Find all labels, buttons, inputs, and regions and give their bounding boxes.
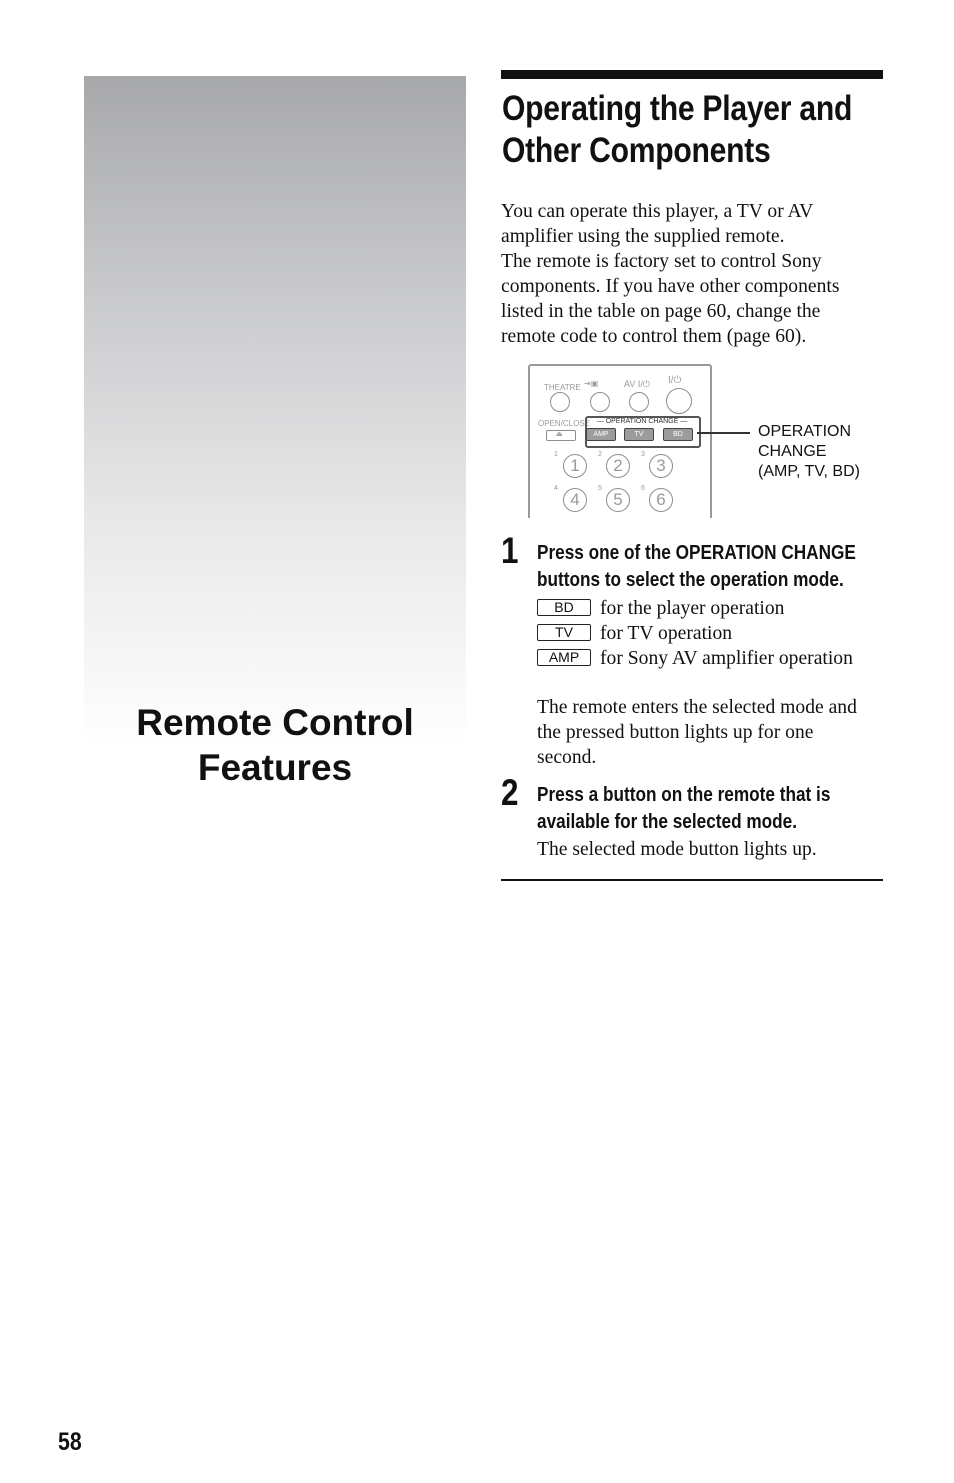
- mode-description: for Sony AV amplifier operation: [600, 648, 853, 669]
- eject-button: [546, 430, 576, 441]
- page-heading-line1: Operating the Player and: [502, 89, 853, 128]
- section-title-line1: Remote Control: [136, 702, 414, 743]
- side-gradient-panel: [84, 76, 466, 746]
- operation-change-title: — OPERATION CHANGE —: [596, 418, 688, 425]
- intro-line: You can operate this player, a TV or AV: [501, 201, 814, 222]
- step-1-number: 1: [501, 530, 519, 571]
- bd-button: BD: [663, 428, 693, 441]
- small-number: 1: [554, 451, 558, 458]
- step-2-title-line1: Press a button on the remote that is: [537, 784, 831, 806]
- av-power-label: AV I/⏻: [624, 379, 650, 389]
- operation-change-callout: [758, 422, 860, 482]
- step-1-note: [537, 695, 907, 770]
- intro-line: listed in the table on page 60, change the: [501, 301, 821, 322]
- section-title-line2: Features: [197, 747, 353, 788]
- small-number: 4: [554, 485, 558, 492]
- callout-line: OPERATION: [758, 423, 852, 440]
- step-1-title: [537, 540, 864, 594]
- step-1-title-line1: Press one of the OPERATION CHANGE: [537, 542, 856, 564]
- number-button-1: 1: [563, 454, 587, 478]
- bd-key: BD: [537, 599, 591, 616]
- number-button-3: 3: [649, 454, 673, 478]
- step-1-note-line: the pressed button lights up for one: [537, 722, 814, 743]
- eject-icon: ⏏: [556, 431, 563, 438]
- heading-top-rule: [501, 70, 883, 79]
- number-button-5: 5: [606, 488, 630, 512]
- step-2-title-line2: available for the selected mode.: [537, 811, 798, 833]
- step-1-note-line: second.: [537, 747, 597, 768]
- open-close-label: OPEN/CLOSE: [538, 419, 591, 428]
- intro-line: remote code to control them (page 60).: [501, 326, 807, 347]
- small-number: 6: [641, 485, 645, 492]
- mode-description: for TV operation: [600, 623, 733, 644]
- amp-key: AMP: [537, 649, 591, 666]
- theatre-label: THEATRE: [544, 383, 581, 392]
- power-label: I/⏻: [668, 375, 682, 386]
- power-button: [666, 388, 692, 414]
- mode-row-bd: [537, 596, 784, 621]
- input-button: [590, 392, 610, 412]
- tv-button: TV: [624, 428, 654, 441]
- callout-line: CHANGE: [758, 443, 827, 460]
- step-2-title: [537, 782, 864, 836]
- tv-key: TV: [537, 624, 591, 641]
- mode-row-tv: [537, 621, 732, 646]
- section-title: [84, 700, 466, 790]
- page-heading: [502, 88, 853, 172]
- av-power-button: [629, 392, 649, 412]
- theatre-button: [550, 392, 570, 412]
- number-button-2: 2: [606, 454, 630, 478]
- page-number: 58: [58, 1428, 82, 1456]
- number-button-6: 6: [649, 488, 673, 512]
- intro-paragraph: [501, 199, 891, 349]
- amp-button: AMP: [586, 428, 616, 441]
- mode-description: for the player operation: [600, 598, 785, 619]
- intro-line: The remote is factory set to control Sony: [501, 251, 822, 272]
- intro-line: amplifier using the supplied remote.: [501, 226, 785, 247]
- callout-leader-line: [697, 432, 750, 434]
- step-2-number: 2: [501, 772, 519, 813]
- number-button-4: 4: [563, 488, 587, 512]
- step-1-note-line: The remote enters the selected mode and: [537, 697, 857, 718]
- small-number: 2: [598, 451, 602, 458]
- intro-line: components. If you have other components: [501, 276, 840, 297]
- mode-row-amp: [537, 646, 853, 671]
- input-icon: ⇥▣: [584, 379, 599, 388]
- step-2-note-line: The selected mode button lights up.: [537, 839, 817, 860]
- page-heading-line2: Other Components: [502, 131, 771, 170]
- small-number: 3: [641, 451, 645, 458]
- step-1-title-line2: buttons to select the operation mode.: [537, 569, 844, 591]
- section-end-rule: [501, 879, 883, 881]
- remote-illustration: [528, 364, 712, 518]
- step-2-note: [537, 837, 907, 862]
- small-number: 5: [598, 485, 602, 492]
- callout-line: (AMP, TV, BD): [758, 463, 860, 480]
